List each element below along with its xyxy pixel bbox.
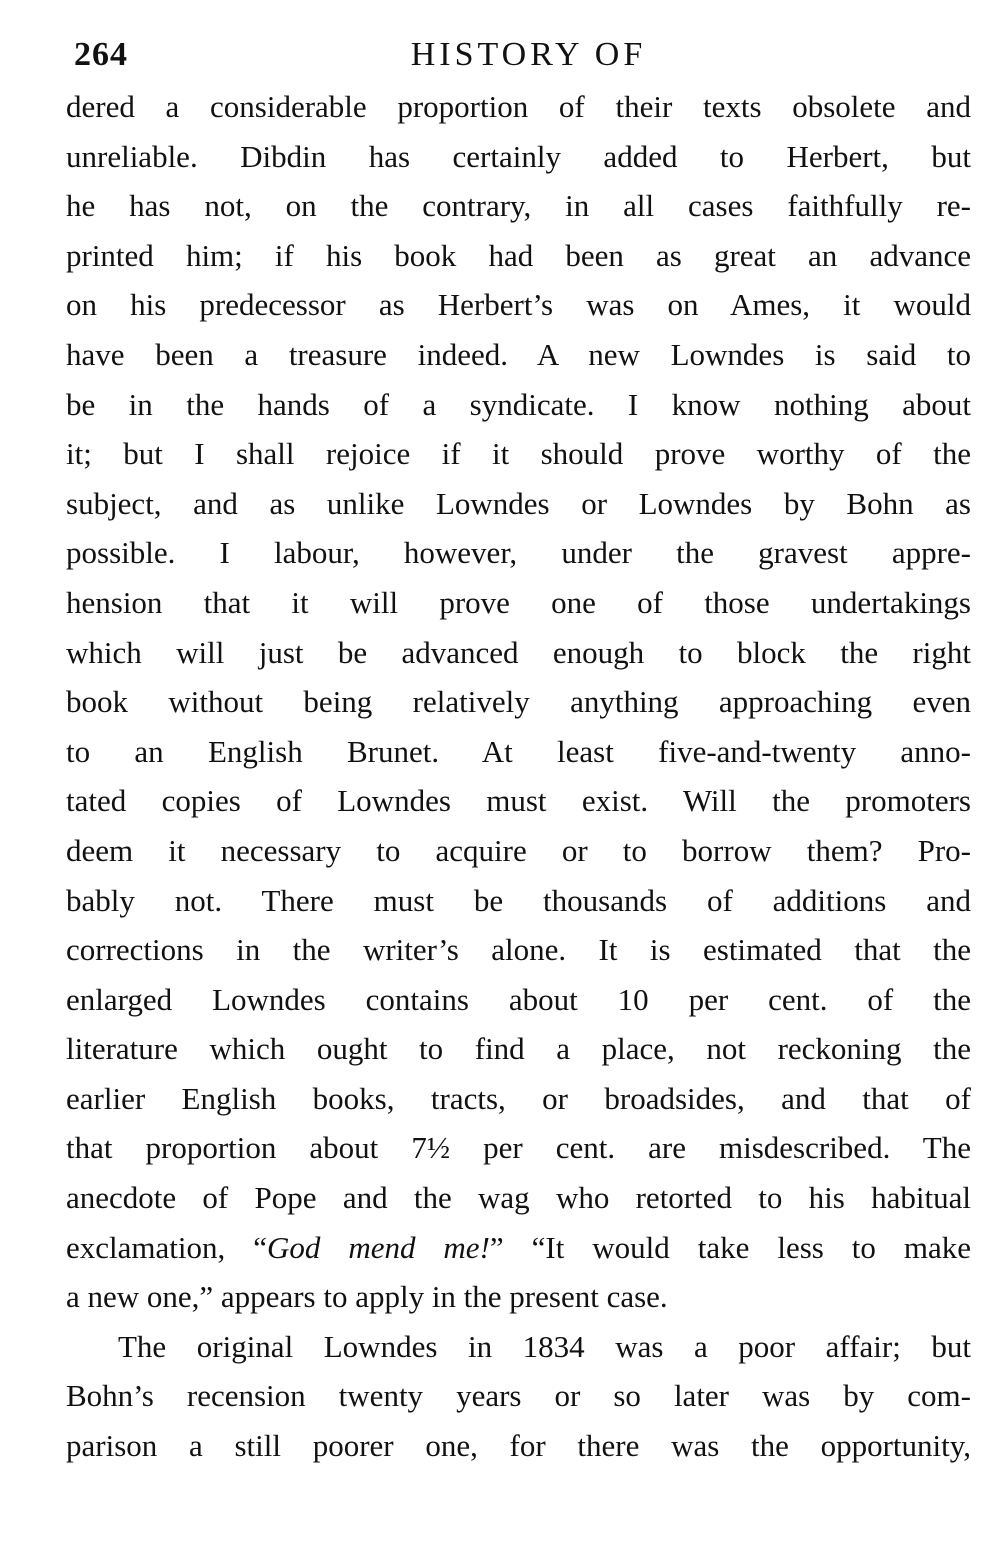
- text-line: corrections in the writer’s alone. It is estimated that the: [66, 932, 971, 968]
- text-line: it; but I shall rejoice if it should prove worthy of the: [66, 436, 971, 472]
- text-line: book without being relatively anything approaching even: [66, 684, 971, 720]
- text-line: unreliable. Dibdin has certainly added to Herbert, but: [66, 138, 971, 174]
- text-line-with-quote: [66, 1223, 971, 1273]
- text-line: dered a considerable proportion of their texts obsolete and: [66, 89, 971, 124]
- quote-suffix: ” “It would take less to make: [489, 1229, 971, 1265]
- text-line-indented: The original Lowndes in 1834 was a poor affair; but: [118, 1328, 971, 1364]
- text-line: possible. I labour, however, under the gravest appre-: [66, 535, 971, 571]
- text-line: that proportion about 7½ per cent. are misdescribed. The: [66, 1130, 971, 1166]
- text-line: bably not. There must be thousands of additions and: [66, 882, 971, 918]
- italic-quote: God mend me!: [266, 1229, 490, 1265]
- book-page: [66, 30, 971, 1520]
- text-line: earlier English books, tracts, or broadsides, and that of: [66, 1080, 971, 1116]
- text-line: on his predecessor as Herbert’s was on Ames, it would: [66, 287, 971, 323]
- text-line: which will just be advanced enough to block the right: [66, 634, 971, 670]
- text-line: to an English Brunet. At least five-and-twenty anno-: [66, 733, 971, 769]
- text-line: enlarged Lowndes contains about 10 per cent. of the: [66, 981, 971, 1017]
- page-number: 264: [74, 36, 128, 73]
- text-line: be in the hands of a syndicate. I know nothing about: [66, 386, 971, 422]
- quote-prefix: exclamation, “: [66, 1229, 267, 1265]
- text-line: hension that it will prove one of those undertakings: [66, 584, 971, 620]
- text-line: anecdote of Pope and the wag who retorted to his habitual: [66, 1180, 971, 1216]
- text-line: subject, and as unlike Lowndes or Lowndes by Bohn as: [66, 485, 971, 521]
- paragraph-1: [66, 82, 971, 1322]
- text-line: he has not, on the contrary, in all cases faithfully re-: [66, 188, 971, 224]
- text-line: have been a treasure indeed. A new Lowndes is said to: [66, 336, 971, 372]
- text-line: parison a still poorer one, for there was the opportunity,: [66, 1428, 971, 1464]
- text-line: literature which ought to find a place, not reckoning the: [66, 1031, 971, 1067]
- page-header: [66, 30, 971, 82]
- text-line: tated copies of Lowndes must exist. Will the promoters: [66, 783, 971, 819]
- text-line-last: a new one,” appears to apply in the present case.: [66, 1279, 668, 1315]
- running-head: HISTORY OF: [410, 36, 647, 73]
- text-line: deem it necessary to acquire or to borrow them? Pro-: [66, 832, 971, 868]
- paragraph-2: [66, 1322, 971, 1471]
- text-line: printed him; if his book had been as great an advance: [66, 237, 971, 273]
- text-line: Bohn’s recension twenty years or so later was by com-: [66, 1378, 971, 1414]
